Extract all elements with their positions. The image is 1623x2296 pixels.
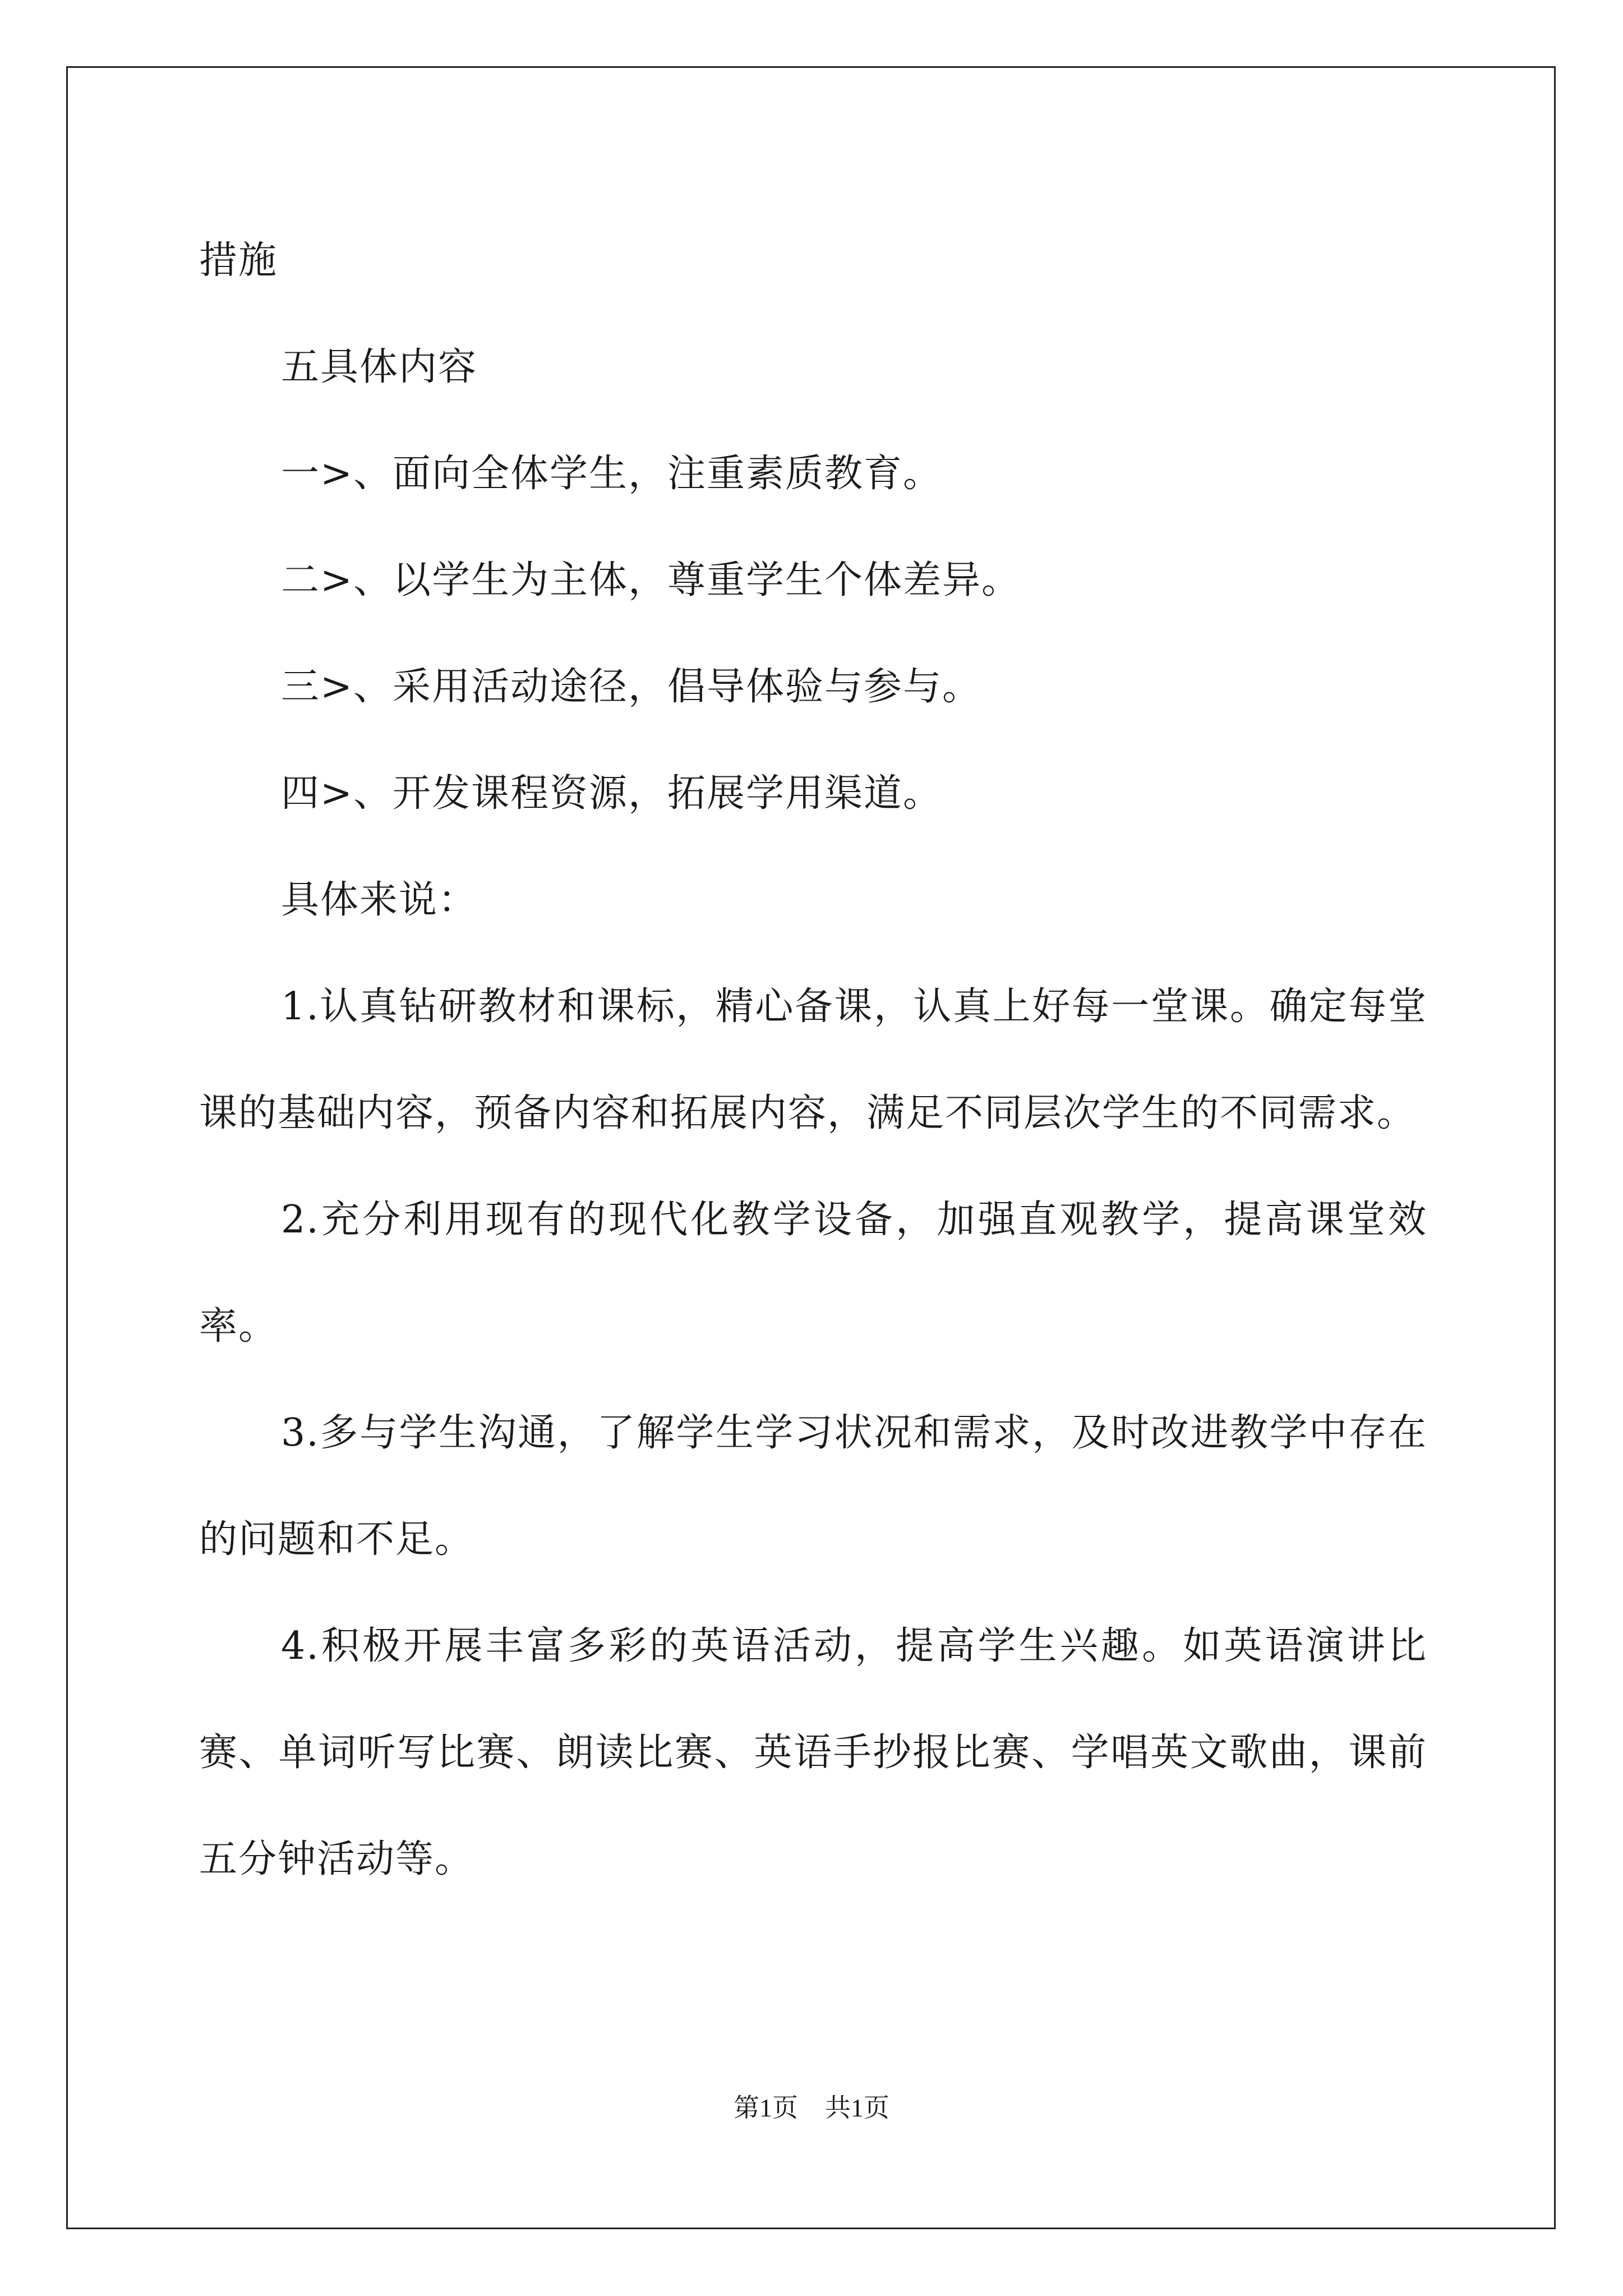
paragraph-point-2: 二>、以学生为主体，尊重学生个体差异。 [281, 558, 1021, 602]
paragraph-item-4: 4.积极开展丰富多彩的英语活动，提高学生兴趣。如英语演讲比赛、单词听写比赛、朗读比赛、英语手抄报比赛、学唱英文歌曲，课前五分钟活动等。 [199, 1624, 1427, 1881]
paragraph-item-2: 2.充分利用现有的现代化教学设备，加强直观教学，提高课堂效率。 [199, 1198, 1427, 1349]
document-body [199, 208, 1427, 1913]
page-number: 第1页 [734, 2093, 798, 2122]
paragraph-specifics-intro: 具体来说： [281, 878, 478, 922]
paragraph-section-heading: 五具体内容 [281, 345, 478, 389]
paragraph-point-4: 四>、开发课程资源，拓展学用渠道。 [281, 771, 942, 816]
paragraph-item-3: 3.多与学生沟通，了解学生学习状况和需求，及时改进教学中存在的问题和不足。 [199, 1411, 1427, 1562]
page-total: 共1页 [825, 2093, 889, 2122]
page-footer [0, 2091, 1623, 2125]
paragraph-item-1: 1.认真钻研教材和课标，精心备课，认真上好每一堂课。确定每堂课的基础内容，预备内容和拓展内容，满足不同层次学生的不同需求。 [199, 984, 1427, 1135]
paragraph-point-3: 三>、采用活动途径，倡导体验与参与。 [281, 665, 981, 709]
paragraph-point-1: 一>、面向全体学生，注重素质教育。 [281, 452, 942, 496]
paragraph-measures: 措施 [199, 238, 278, 283]
